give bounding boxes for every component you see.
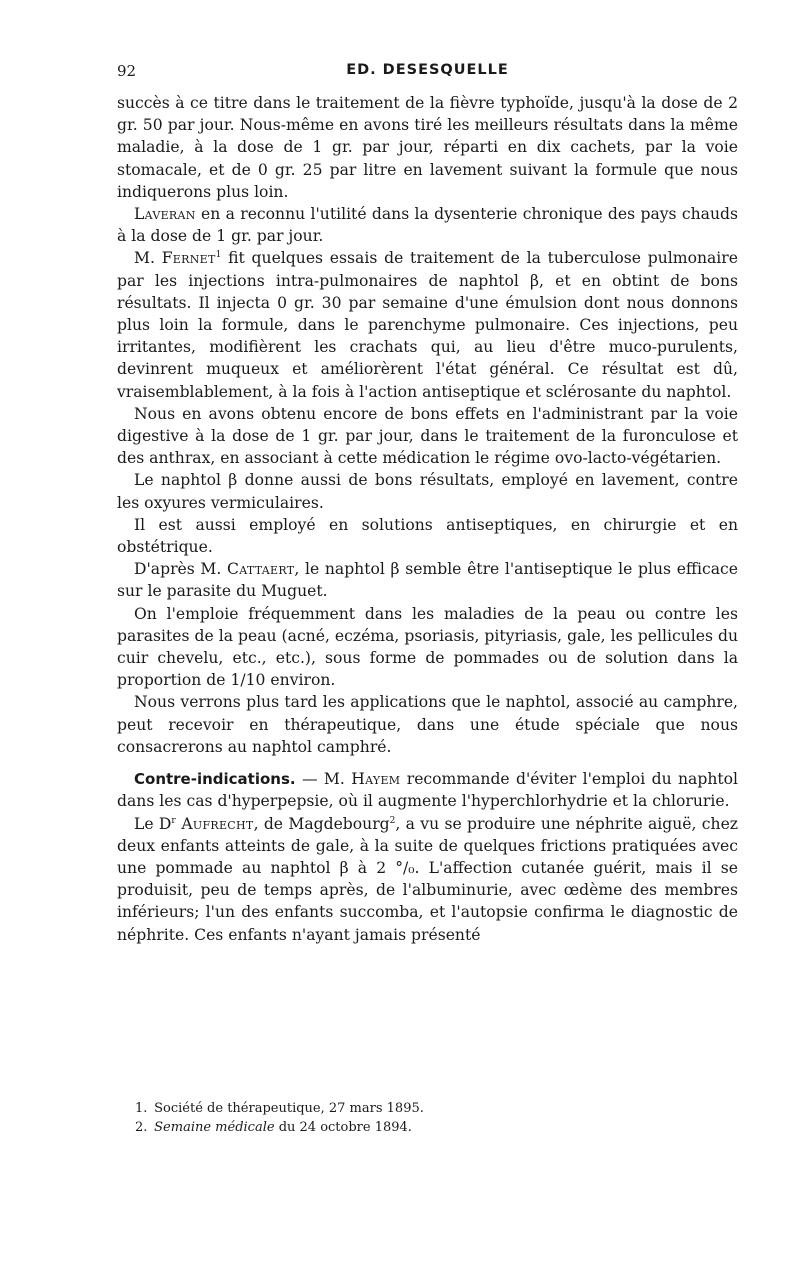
paragraph-9 — [117, 691, 738, 758]
running-head — [117, 62, 738, 84]
footnote-2 — [135, 1118, 738, 1137]
footnote-ref: 1 — [215, 250, 222, 261]
paragraph-text: Il est aussi employé en solutions antiseptiques, en chirurgie et en obstétrique. — [117, 515, 738, 557]
body-text — [117, 92, 738, 946]
page-number: 92 — [117, 62, 137, 80]
author-name: Cattaert — [227, 560, 295, 579]
paragraph-4 — [117, 403, 738, 470]
paragraph-text: Le naphtol β donne aussi de bons résultats, employé en lavement, contre les oxyures vermiculaires. — [117, 471, 738, 512]
footnote-text: du 24 octobre 1894. — [274, 1120, 412, 1135]
paragraph-text: , a vu se produire une néphrite aiguë, chez deux enfants atteints de gale, à la suite de quelques frictions pratiquées avec une pommade au naphtol β à 2 °/₀. L'affection cutanée guérit, mais il se produisit, peu de temps après, de l'albuminurie, avec œdème des membres inférieurs; l'un des enfants succomba, et l'autopsie confirma le diagnostic de néphrite. Ces enfants n'ayant jamais présenté — [117, 814, 739, 944]
title-superscript: r — [171, 815, 176, 826]
paragraph-prefix: D'après M. — [134, 560, 227, 579]
paragraph-2 — [117, 203, 738, 247]
footnote-number: 1. — [135, 1101, 148, 1116]
paragraph-text: Nous verrons plus tard les applications que le naphtol, associé au camphre, peut recevoir en thérapeutique, dans une étude spéciale que nous consacrerons au naphtol camphré. — [117, 693, 738, 756]
footnote-number: 2. — [135, 1120, 148, 1135]
paragraph-text: , de Magdebourg — [253, 814, 390, 833]
paragraph-6 — [117, 514, 738, 558]
paragraph-text: en a reconnu l'utilité dans la dysenterie chronique des pays chauds à la dose de 1 gr. par jour. — [117, 205, 738, 246]
footnote-text: Société de thérapeutique, 27 mars 1895. — [154, 1101, 424, 1116]
section-contre-indications — [117, 768, 738, 812]
section-heading: Contre-indications. — [134, 770, 296, 789]
section-dash: — M. — [295, 770, 352, 789]
paragraph-text: succès à ce titre dans le traitement de la fièvre typhoïde, jusqu'à la dose de 2 gr. 50 par jour. Nous-même en avons tiré les meilleurs résultats dans la même maladie, à la dose de 1 gr. par jour, réparti en dix cachets, par la voie stomacale, et de 0 gr. 25 par litre en lavement suivant la formule que nous indiquerons plus loin. — [117, 94, 738, 201]
author-name: Fernet — [161, 249, 216, 268]
paragraph-3 — [117, 247, 738, 402]
paragraph-text: fit quelques essais de traitement de la tuberculose pulmonaire par les injections intra-pulmonaires de naphtol β, et en obtint de bons résultats. Il injecta 0 gr. 30 par semaine d'une émulsion dont nous donnons plus loin la formule, dans le parenchyme pulmonaire. Ces injections, peu irritantes, modifièrent les crachats qui, au lieu d'être muco-purulents, devinrent muqueux et améliorèrent l'état général. Ce résultat est dû, vraisemblablement, à la fois à l'action antiseptique et sclérosante du naphtol. — [117, 249, 738, 401]
paragraph-text: recommande d'éviter l'emploi du naphtol dans les cas d'hyperpepsie, où il augmente l'hyperchlorhydrie et la chlorurie. — [117, 770, 739, 811]
paragraph-prefix: Le D — [134, 814, 172, 833]
footnote-1 — [135, 1099, 738, 1118]
running-title: ED. DESESQUELLE — [346, 62, 509, 78]
paragraph-prefix: M. — [134, 249, 162, 268]
author-name: Hayem — [351, 770, 401, 789]
paragraph-5 — [117, 469, 738, 513]
paragraph-text: , le naphtol β semble être l'antiseptique le plus efficace sur le parasite du Muguet. — [117, 560, 738, 601]
footnote-journal-title: Semaine médicale — [154, 1120, 275, 1135]
paragraph-8 — [117, 603, 738, 692]
paragraph-7 — [117, 558, 738, 602]
paragraph-text: Nous en avons obtenu encore de bons effets en l'administrant par la voie digestive à la dose de 1 gr. par jour, dans le traitement de la furonculose et des anthrax, en associant à cette médication le régime ovo-lacto-végétarien. — [117, 404, 738, 468]
author-name: Aufrecht — [175, 814, 254, 833]
footnotes — [135, 1099, 738, 1137]
paragraph-1 — [117, 92, 738, 203]
author-name: Laveran — [134, 205, 196, 224]
paragraph-last — [117, 813, 738, 946]
paragraph-text: On l'emploie fréquemment dans les maladies de la peau ou contre les parasites de la peau (acné, eczéma, psoriasis, pityriasis, gale, les pellicules du cuir chevelu, etc., etc.), sous forme de pommades ou de solution dans la proportion de 1/10 environ. — [117, 604, 738, 690]
footnote-ref: 2 — [389, 815, 396, 826]
